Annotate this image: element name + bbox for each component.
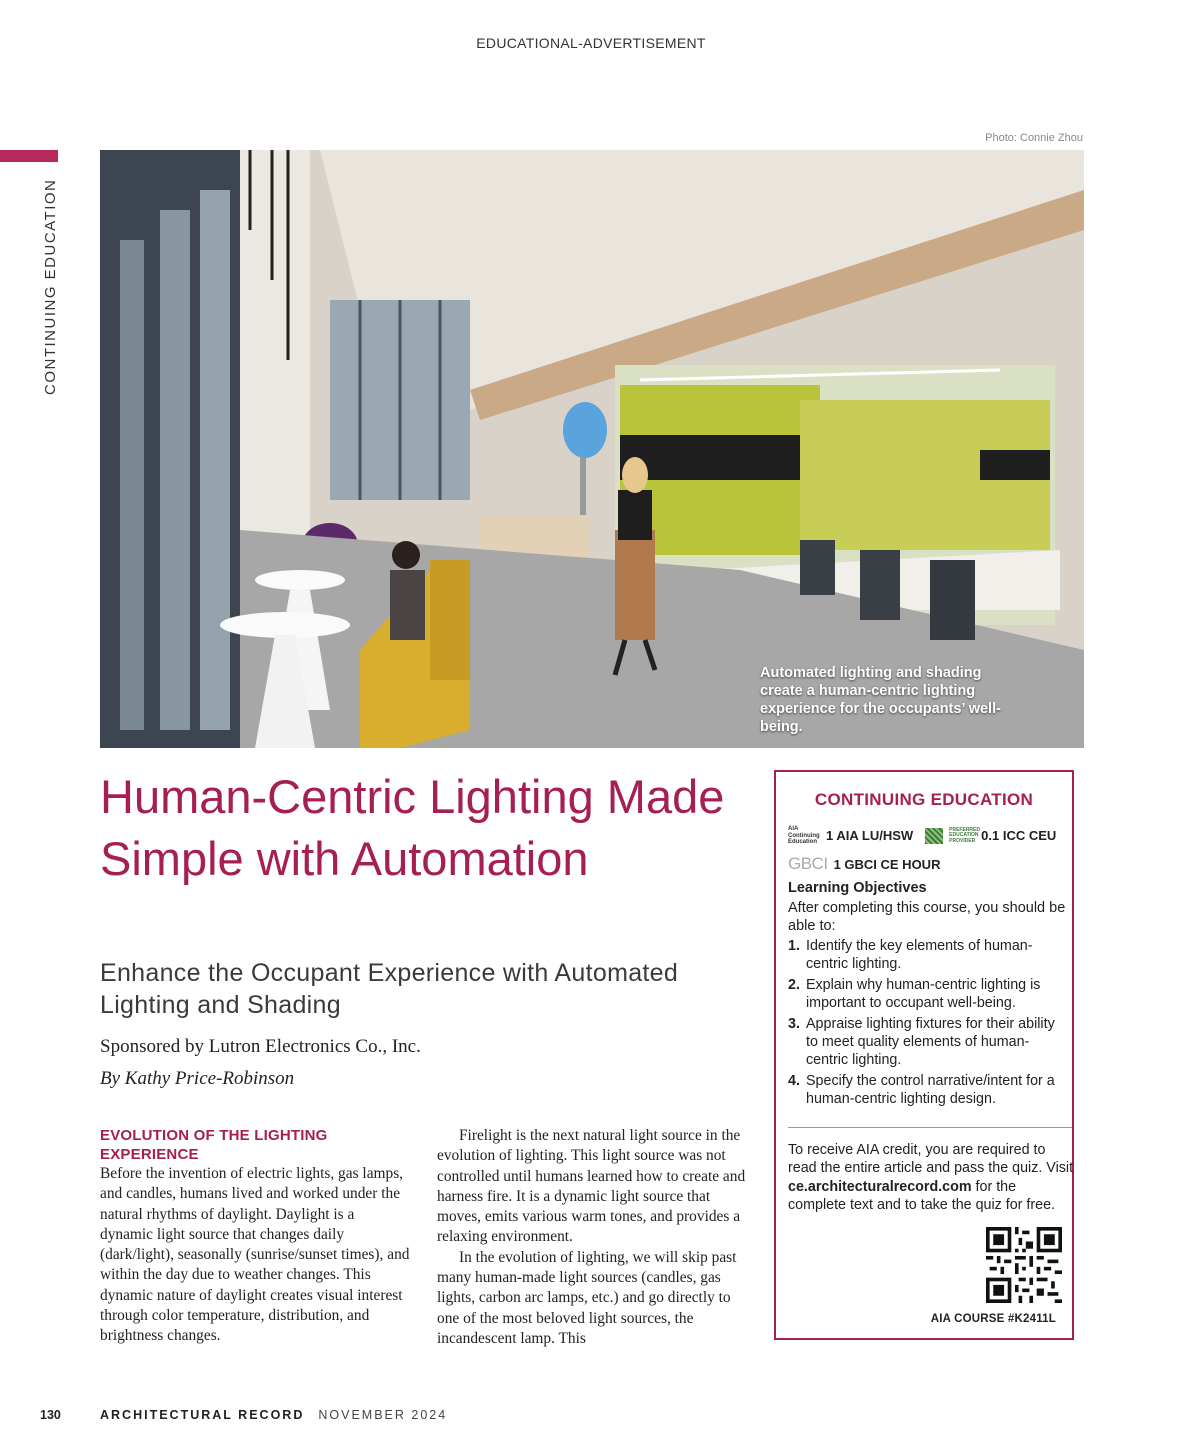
accent-bar bbox=[0, 150, 58, 162]
gbci-logo: GBCI bbox=[788, 854, 828, 873]
credit-row-gbci bbox=[788, 854, 940, 874]
article-title: Human-Centric Lighting Made Simple with Automation bbox=[100, 770, 725, 885]
author-byline: By Kathy Price-Robinson bbox=[100, 1068, 295, 1089]
objective-item: 4. Specify the control narrative/intent for a human-centric lighting design. bbox=[788, 1073, 1055, 1107]
objective-item: 3. Appraise lighting fixtures for their ability to meet quality elements of human-centric lighting. bbox=[788, 1016, 1055, 1068]
gbci-credit: 1 GBCI CE HOUR bbox=[833, 856, 941, 872]
objectives-heading: Learning Objectives bbox=[788, 880, 927, 896]
page-footer bbox=[40, 1408, 447, 1422]
office-illustration bbox=[100, 150, 1084, 748]
ce-credit-note: To receive AIA credit, you are required to read the entire article and pass the quiz. Visit ce.architecturalrecord.com for the complete text and to take the quiz for free. bbox=[788, 1142, 1074, 1213]
icc-logo-icon bbox=[925, 828, 943, 844]
credit-row-aia-icc bbox=[788, 826, 1056, 846]
body-paragraph: In the evolution of lighting, we will skip past many human-made light sources (candles, gas lights, carbon arc lamps, etc.) and go directly to one of the most beloved light sources, the incandescent lamp. This bbox=[437, 1248, 737, 1347]
office-photo bbox=[100, 150, 1084, 748]
qr-code-icon[interactable] bbox=[986, 1227, 1062, 1303]
body-column-1 bbox=[100, 1126, 410, 1347]
icc-credit: 0.1 ICC CEU bbox=[981, 828, 1057, 844]
article-subtitle: Enhance the Occupant Experience with Automated Lighting and Shading bbox=[100, 959, 679, 1019]
aia-credit: 1 AIA LU/HSW bbox=[826, 828, 914, 844]
advertisement-banner: EDUCATIONAL-ADVERTISEMENT bbox=[476, 35, 706, 51]
page-number: 130 bbox=[40, 1408, 61, 1422]
section-heading: EVOLUTION OF THE LIGHTING EXPERIENCE bbox=[100, 1127, 328, 1163]
objective-item: 2. Explain why human-centric lighting is important to occupant well-being. bbox=[788, 977, 1041, 1011]
ce-divider bbox=[788, 1127, 1072, 1128]
photo-credit: Photo: Connie Zhou bbox=[985, 132, 1083, 144]
side-section-label: CONTINUING EDUCATION bbox=[42, 178, 59, 395]
continuing-education-box bbox=[774, 770, 1074, 1340]
course-number: AIA COURSE #K2411L bbox=[930, 1313, 1056, 1325]
issue-date: NOVEMBER 2024 bbox=[318, 1408, 448, 1422]
photo-caption: Automated lighting and shading create a human-centric lighting experience for the occupants’ well-being. bbox=[760, 665, 1001, 735]
objective-item: 1. Identify the key elements of human-centric lighting. bbox=[788, 938, 1033, 972]
ce-box-title: CONTINUING EDUCATION bbox=[814, 790, 1034, 809]
body-paragraph: Before the invention of electric lights, gas lamps, and candles, humans lived and worked under the natural rhythms of daylight. Daylight is a dynamic light source that changes daily (dark/light), seasonally (sunrise/sunset times), and within the day due to weather changes. This dynamic nature of daylight creates visual interest through color temperature, distribution, and brightness changes. bbox=[100, 1165, 410, 1345]
body-column-2 bbox=[437, 1126, 747, 1349]
magazine-name: ARCHITECTURAL RECORD bbox=[100, 1408, 305, 1422]
body-paragraph: Firelight is the next natural light source in the evolution of lighting. This light source was not controlled until humans learned how to create and harness fire. It is a dynamic light source that moves, emits various warm tones, and provides a relaxing environment. bbox=[437, 1127, 746, 1246]
ce-website-link[interactable]: ce.architecturalrecord.com bbox=[788, 1178, 972, 1195]
objectives-list bbox=[788, 937, 1070, 1111]
icc-logo-text: PREFERRED EDUCATION PROVIDER bbox=[949, 826, 980, 844]
objectives-intro: After completing this course, you should be able to: bbox=[788, 900, 1066, 934]
sponsor-line: Sponsored by Lutron Electronics Co., Inc. bbox=[100, 1036, 421, 1057]
aia-logo: AIA Continuing Education bbox=[788, 826, 820, 845]
